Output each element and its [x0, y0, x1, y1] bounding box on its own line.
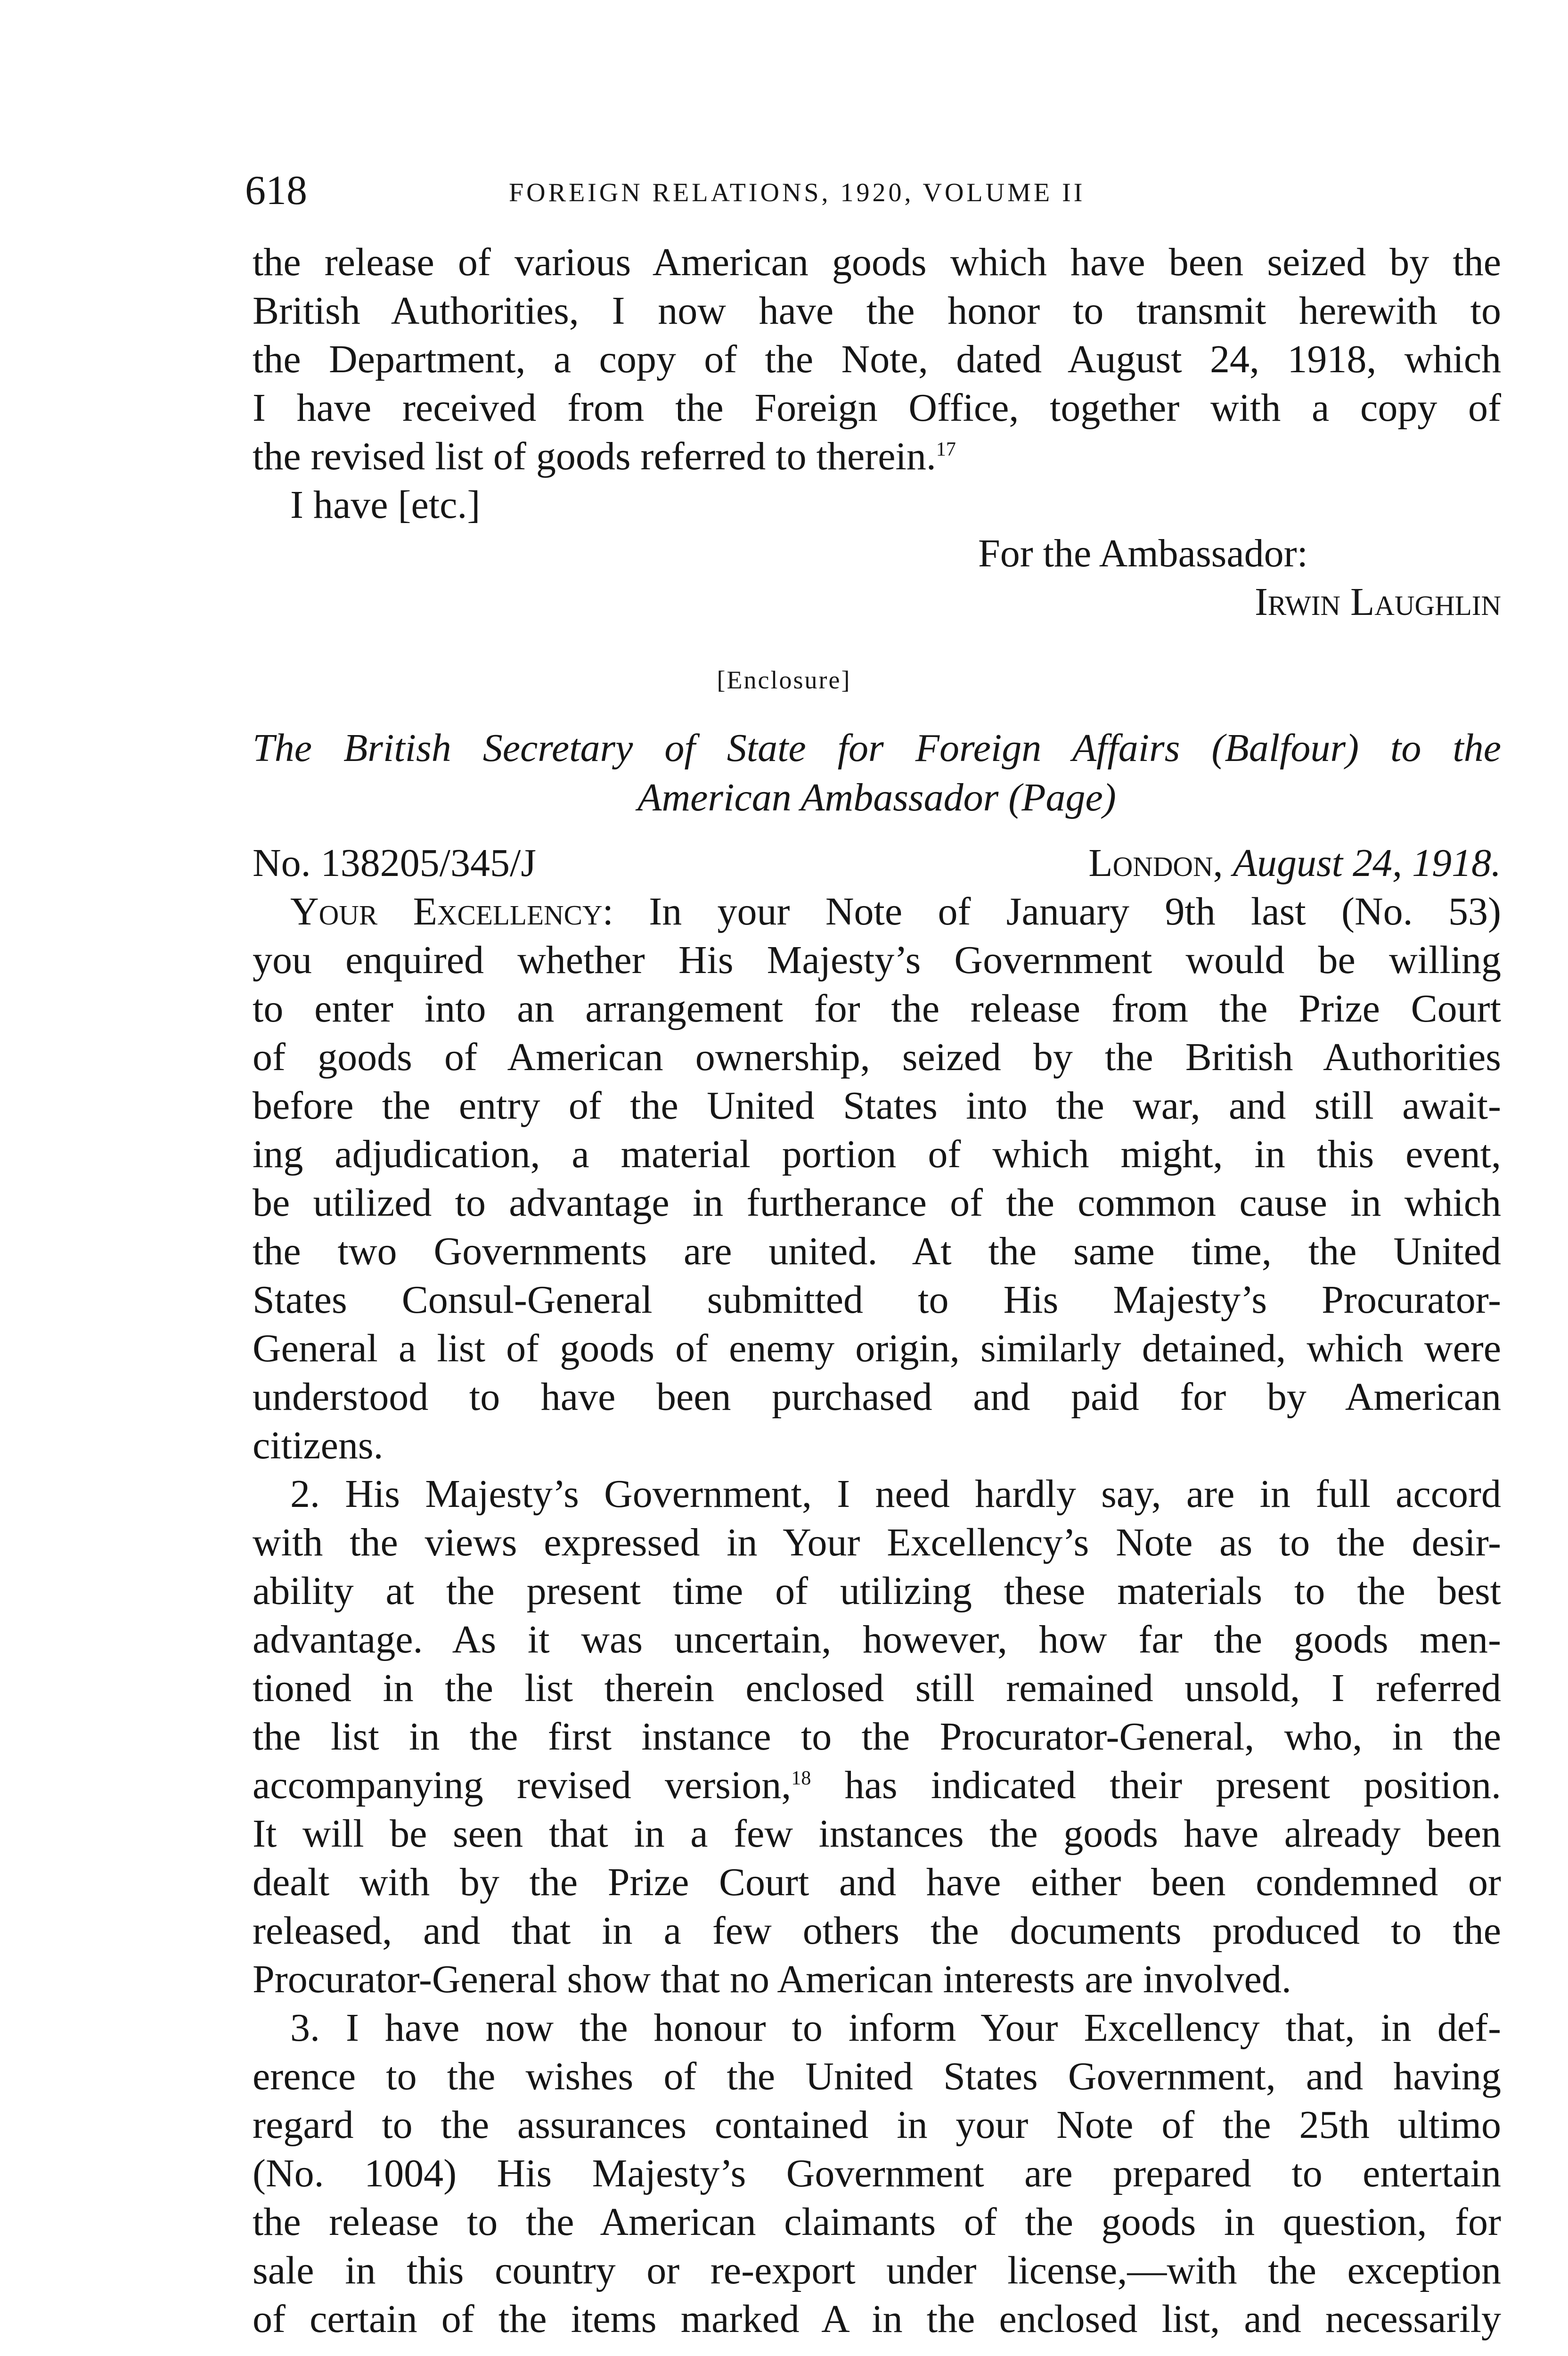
- text-line: the release of various American goods which have been seized by the: [253, 240, 1501, 284]
- text-line: British Authorities, I now have the honor to transmit herewith to: [253, 289, 1501, 333]
- document-number: No. 138205/345/J: [253, 841, 537, 885]
- text-line: dealt with by the Prize Court and have either been condemned or: [253, 1860, 1501, 1904]
- intro-paragraph: [253, 238, 1501, 481]
- text-line: I have received from the Foreign Office, together with a copy of: [253, 386, 1501, 430]
- footnote-ref-17: 17: [936, 439, 956, 460]
- text-line: Your Excellency: In your Note of January 9th last (No. 53): [290, 890, 1501, 933]
- page-header: [245, 165, 1329, 217]
- place: London,: [1088, 841, 1223, 885]
- dateline: [253, 839, 1501, 887]
- text-line: States Consul-General submitted to His Majesty’s Procurator-: [253, 1278, 1501, 1322]
- closing-formula: I have [etc.]: [290, 483, 481, 527]
- text-line: 2. His Majesty’s Government, I need hardly say, are in full accord: [290, 1472, 1501, 1516]
- text-line: regard to the assurances contained in your Note of the 25th ultimo: [253, 2103, 1501, 2147]
- paragraph-1: [253, 887, 1501, 1470]
- text-line: the revised list of goods referred to therein.$^{17}$: [253, 434, 956, 478]
- footnote-ref-18: 18: [791, 1767, 811, 1789]
- place-date: [1088, 839, 1501, 887]
- running-head: FOREIGN RELATIONS, 1920, VOLUME II: [509, 178, 1086, 207]
- text-line: of goods of American ownership, seized by the British Authorities: [253, 1035, 1501, 1079]
- text-line: the Department, a copy of the Note, dated August 24, 1918, which: [253, 337, 1501, 381]
- salutation: Your Excellency:: [290, 890, 613, 933]
- text-line: citizens.: [253, 1423, 384, 1467]
- text-line: before the entry of the United States into the war, and still await-: [253, 1084, 1501, 1128]
- text-line: accompanying revised version,$^{18}$ has indicated their present position.: [253, 1763, 1501, 1807]
- text-line: General a list of goods of enemy origin, similarly detained, which were: [253, 1326, 1501, 1370]
- text-line: 3. I have now the honour to inform Your Excellency that, in def-: [290, 2006, 1501, 2050]
- text-line: to enter into an arrangement for the release from the Prize Court: [253, 987, 1501, 1031]
- text-line: the two Governments are united. At the same time, the United: [253, 1229, 1501, 1273]
- text-line: advantage. As it was uncertain, however, how far the goods men-: [253, 1618, 1501, 1661]
- text-line: Procurator-General show that no American interests are involved.: [253, 1957, 1291, 2001]
- text-line: tioned in the list therein enclosed still remained unsold, I referred: [253, 1666, 1501, 1710]
- text-line: erence to the wishes of the United States Government, and having: [253, 2054, 1501, 2098]
- paragraph-3: [253, 2004, 1501, 2343]
- page-number: 618: [245, 168, 307, 213]
- date: August 24, 1918.: [1233, 841, 1501, 885]
- paragraph-2: [253, 1470, 1501, 2004]
- text-line: the list in the first instance to the Procurator-General, who, in the: [253, 1715, 1501, 1759]
- text-line: It will be seen that in a few instances the goods have already been: [253, 1812, 1501, 1856]
- signature: Irwin Laughlin: [1254, 580, 1501, 624]
- text-line: ing adjudication, a material portion of which might, in this event,: [253, 1132, 1501, 1176]
- for-ambassador-line: For the Ambassador:: [978, 532, 1308, 575]
- text-line: sale in this country or re-export under license,—with the exception: [253, 2249, 1501, 2292]
- text-line: (No. 1004) His Majesty’s Government are prepared to entertain: [253, 2151, 1501, 2195]
- text-line: the release to the American claimants of the goods in question, for: [253, 2200, 1501, 2244]
- enclosure-label: [Enclosure]: [717, 666, 851, 694]
- text-line: released, and that in a few others the documents produced to the: [253, 1909, 1501, 1953]
- heading-line: American Ambassador (Page): [637, 776, 1116, 819]
- text-line: understood to have been purchased and paid for by American: [253, 1375, 1501, 1419]
- heading-line: The British Secretary of State for Foreign Affairs (Balfour) to the: [253, 726, 1501, 770]
- document-heading: [253, 723, 1501, 822]
- letter-closing: [253, 481, 1501, 636]
- text-line: with the views expressed in Your Excellency’s Note as to the desir-: [253, 1521, 1501, 1564]
- text-line: be utilized to advantage in furtherance of the common cause in which: [253, 1181, 1501, 1225]
- text-line: ability at the present time of utilizing these materials to the best: [253, 1569, 1501, 1613]
- text-line: you enquired whether His Majesty’s Government would be willing: [253, 938, 1501, 982]
- text-line: of certain of the items marked A in the enclosed list, and necessarily: [253, 2297, 1501, 2341]
